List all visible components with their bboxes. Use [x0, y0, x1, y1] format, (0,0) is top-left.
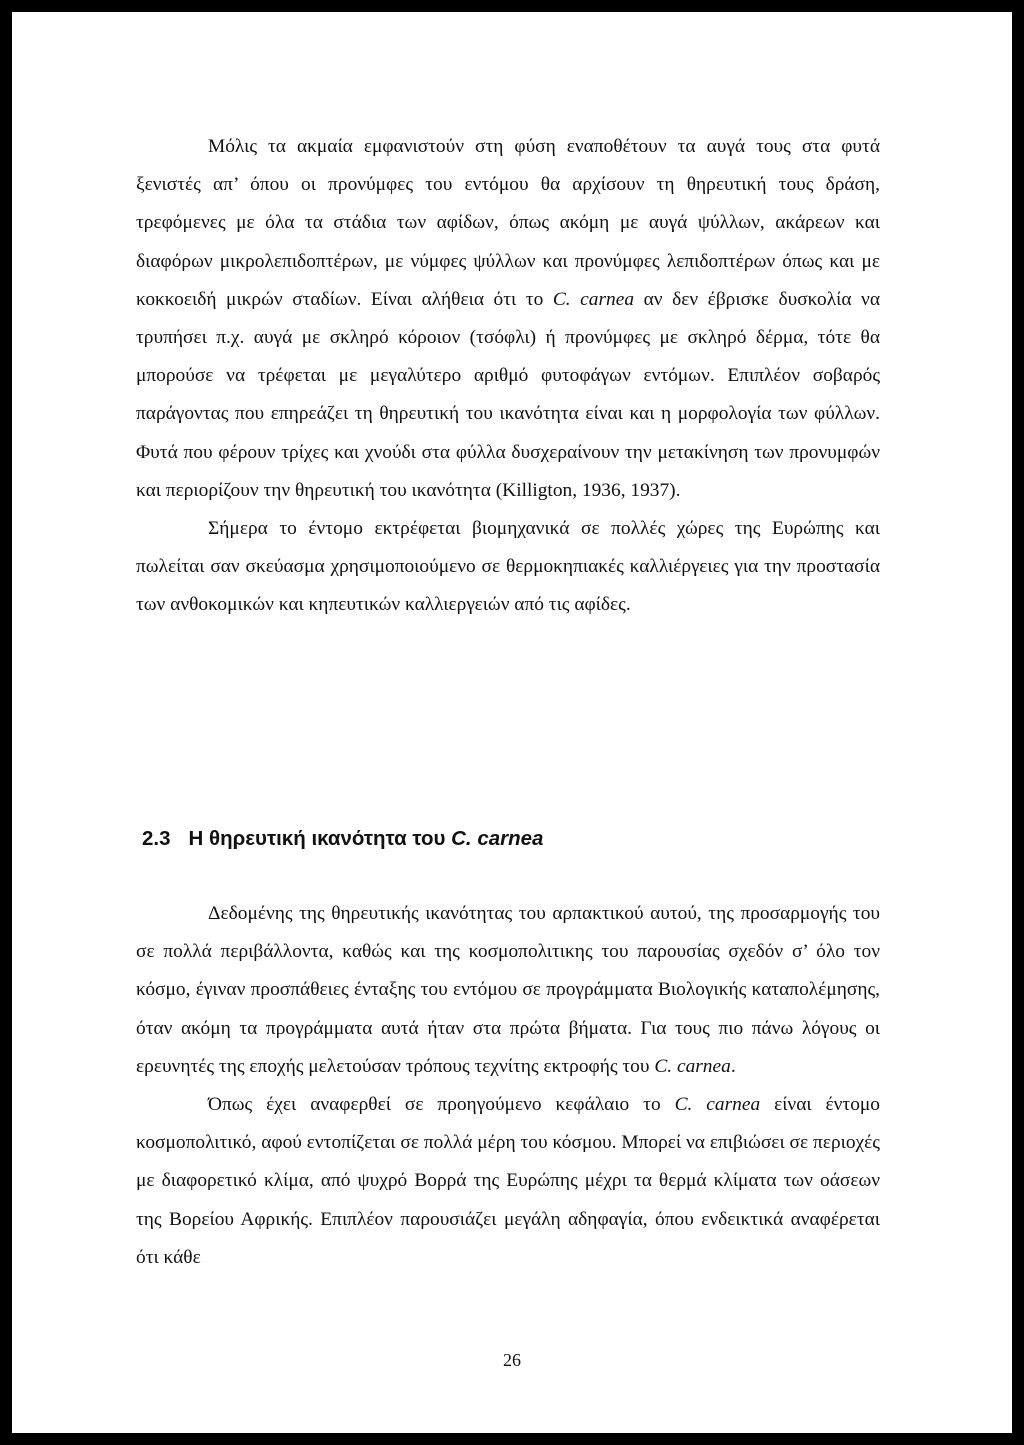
- paragraph-3-text-b: .: [730, 1055, 736, 1077]
- text-block-section-1: [136, 128, 880, 625]
- text-block-section-2: [136, 895, 880, 1277]
- page-number: 26: [503, 1350, 521, 1370]
- paragraph-1: [136, 128, 880, 510]
- section-heading: [142, 825, 543, 853]
- paragraph-1-text-b: αν δεν έβρισκε δυσκολία να τρυπήσει π.χ. αυγά με σκληρό κόροιον (τσόφλι) ή προνύμφες με σκληρό δέρμα, τότε θα μπορούσε να τρέφεται με μεγαλύτερο αριθμό φυτοφάγων εντόμων. Επιπλέον σοβαρός παράγοντας που επηρεάζει τη θηρευτική του ικανότητα είναι και η μορφολογία των φύλλων. Φυτά που φέρουν τρίχες και χνούδι στα φύλλα δυσχεραίνουν την μετακίνηση των προνυμφών και περιορίζουν την θηρευτική του ικανότητα (Killigton, 1936, 1937).: [136, 288, 880, 501]
- section-title-species: C. carnea: [451, 827, 544, 850]
- paragraph-3-text-a: Δεδομένης της θηρευτικής ικανότητας του αρπακτικού αυτού, της προσαρμογής του σε πολλά περιβάλλοντα, καθώς και της κοσμοπολιτικης του παρουσίας σχεδόν σ’ όλο τον κόσμο, έγιναν προσπάθειες ένταξης του εντόμου σε προγράμματα Βιολογικής καταπολέμησης, όταν ακόμη τα προγράμματα αυτά ήταν στα πρώτα βήματα. Για τους πιο πάνω λόγους οι ερευνητές της εποχής μελετούσαν τρόπους τεχνίτης εκτροφής του: [136, 903, 880, 1077]
- species-name: C. carnea: [552, 288, 635, 310]
- paragraph-3: [136, 895, 880, 1086]
- species-name: C. carnea: [654, 1055, 731, 1077]
- paragraph-4-text-b: είναι έντομο κοσμοπολιτικό, αφού εντοπίζεται σε πολλά μέρη του κόσμου. Μπορεί να επιβιώσει σε περιοχές με διαφορετικό κλίμα, από ψυχρό Βορρά της Ευρώπης μέχρι τα θερμά κλίματα των οάσεων της Βορείου Αφρικής. Επιπλέον παρουσιάζει μεγάλη αδηφαγία, όπου ενδεικτικά αναφέρεται ότι κάθε: [136, 1094, 880, 1268]
- document-page: [12, 12, 1012, 1433]
- species-name: C. carnea: [674, 1094, 761, 1116]
- section-number: 2.3: [142, 827, 171, 850]
- paragraph-4-text-a: Όπως έχει αναφερθεί σε προηγούμενο κεφάλαιο το: [208, 1094, 675, 1116]
- paragraph-1-text-a: Μόλις τα ακμαία εμφανιστούν στη φύση εναποθέτουν τα αυγά τους στα φυτά ξενιστές απ’ όπου οι προνύμφες του εντόμου θα αρχίσουν τη θηρευτική τους δράση, τρεφόμενες με όλα τα στάδια των αφίδων, όπως ακόμη με αυγά ψύλλων, ακάρεων και διαφόρων μικρολεπιδοπτέρων, με νύμφες ψύλλων και προνύμφες λεπιδοπτέρων όπως και με κοκκοειδή μικρών σταδίων. Είναι αλήθεια ότι το: [136, 136, 880, 310]
- paragraph-4: [136, 1086, 880, 1277]
- section-title: Η θηρευτική ικανότητα του: [188, 827, 452, 850]
- paragraph-2: Σήμερα το έντομο εκτρέφεται βιομηχανικά σε πολλές χώρες της Ευρώπης και πωλείται σαν σκεύασμα χρησιμοποιούμενο σε θερμοκηπιακές καλλιέργειες για την προστασία των ανθοκομικών και κηπευτικών καλλιεργειών από τις αφίδες.: [136, 518, 880, 616]
